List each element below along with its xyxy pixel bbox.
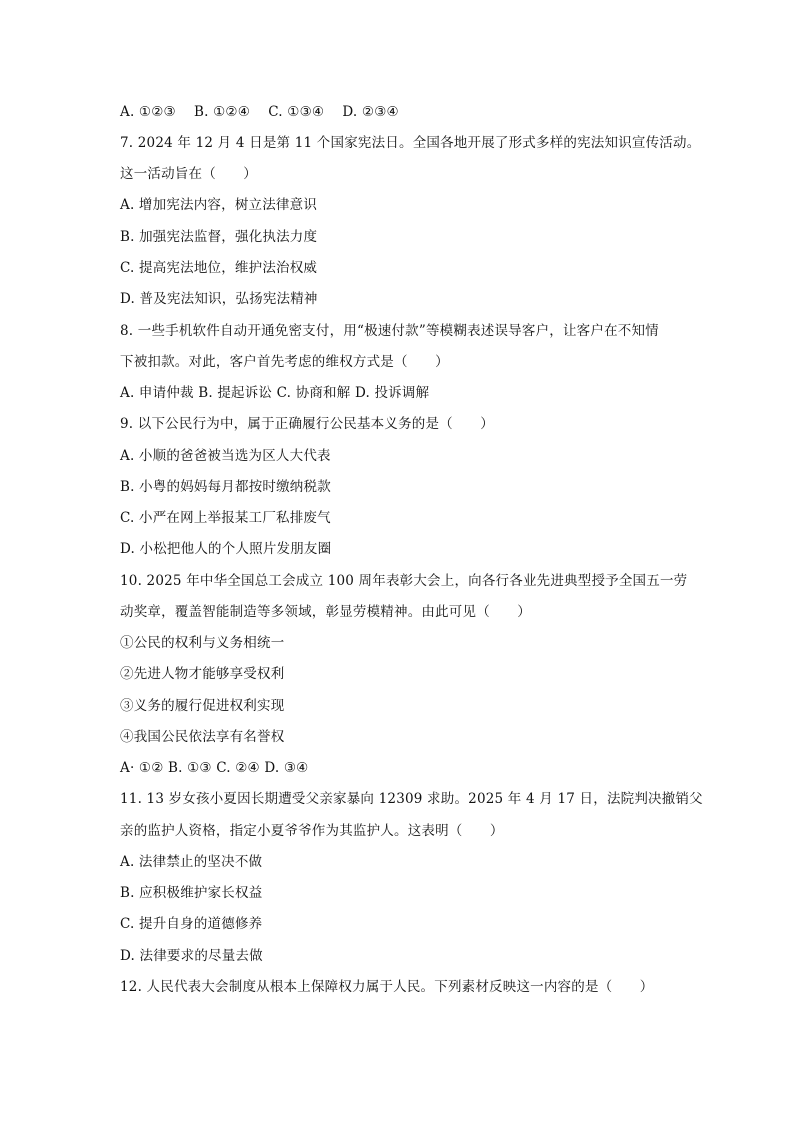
q10-statement-2: ②先进人物才能够享受权利 [120,666,285,682]
q9-option-a: A. 小顺的爸爸被当选为区人大代表 [120,448,331,464]
q8-stem-line-1: 8. 一些手机软件自动开通免密支付，用“极速付款”等模糊表述误导客户，让客户在不知情 [120,323,659,339]
q8-stem-line-2: 下被扣款。对此，客户首先考虑的维权方式是（ ） [120,354,449,370]
q10-stem-line-1: 10. 2025 年中华全国总工会成立 100 周年表彰大会上，向各行各业先进典型授予全国五一劳 [120,573,688,589]
q10-statement-3: ③义务的履行促进权利实现 [120,698,285,714]
q9-option-d: D. 小松把他人的个人照片发朋友圈 [120,541,332,557]
q9-stem: 9. 以下公民行为中，属于正确履行公民基本义务的是（ ） [120,416,494,432]
q11-option-d: D. 法律要求的尽量去做 [120,948,263,964]
q11-stem-line-2: 亲的监护人资格，指定小夏爷爷作为其监护人。这表明（ ） [120,823,504,839]
q10-stem-line-2: 动奖章，覆盖智能制造等多领域，彰显劳模精神。由此可见（ ） [120,604,531,620]
q12-stem: 12. 人民代表大会制度从根本上保障权力属于人民。下列素材反映这一内容的是（ ） [120,979,654,995]
q7-option-b: B. 加强宪法监督，强化执法力度 [120,229,318,245]
q7-stem-line-1: 7. 2024 年 12 月 4 日是第 11 个国家宪法日。全国各地开展了形式多样的宪法知识宣传活动。 [120,135,701,151]
q6-options: A. ①②③ B. ①②④ C. ①③④ D. ②③④ [120,104,399,120]
q10-statement-1: ①公民的权利与义务相统一 [120,635,285,651]
q11-stem-line-1: 11. 13 岁女孩小夏因长期遭受父亲家暴向 12309 求助。2025 年 4 月 17 日，法院判决撤销父 [120,791,703,807]
q9-option-c: C. 小严在网上举报某工厂私排废气 [120,510,331,526]
q10-statement-4: ④我国公民依法享有名誉权 [120,729,285,745]
q9-option-b: B. 小粤的妈妈每月都按时缴纳税款 [120,479,331,495]
q7-option-c: C. 提高宪法地位，维护法治权威 [120,260,318,276]
q7-option-a: A. 增加宪法内容，树立法律意识 [120,197,318,213]
q11-option-c: C. 提升自身的道德修养 [120,916,263,932]
q10-options: A· ①② B. ①③ C. ②④ D. ③④ [120,760,309,776]
q7-option-d: D. 普及宪法知识，弘扬宪法精神 [120,291,318,307]
q11-option-b: B. 应积极维护家长权益 [120,885,263,901]
q8-options: A. 申请仲裁 B. 提起诉讼 C. 协商和解 D. 投诉调解 [120,385,430,401]
q7-stem-line-2: 这一活动旨在（ ） [120,166,257,182]
q11-option-a: A. 法律禁止的坚决不做 [120,854,263,870]
